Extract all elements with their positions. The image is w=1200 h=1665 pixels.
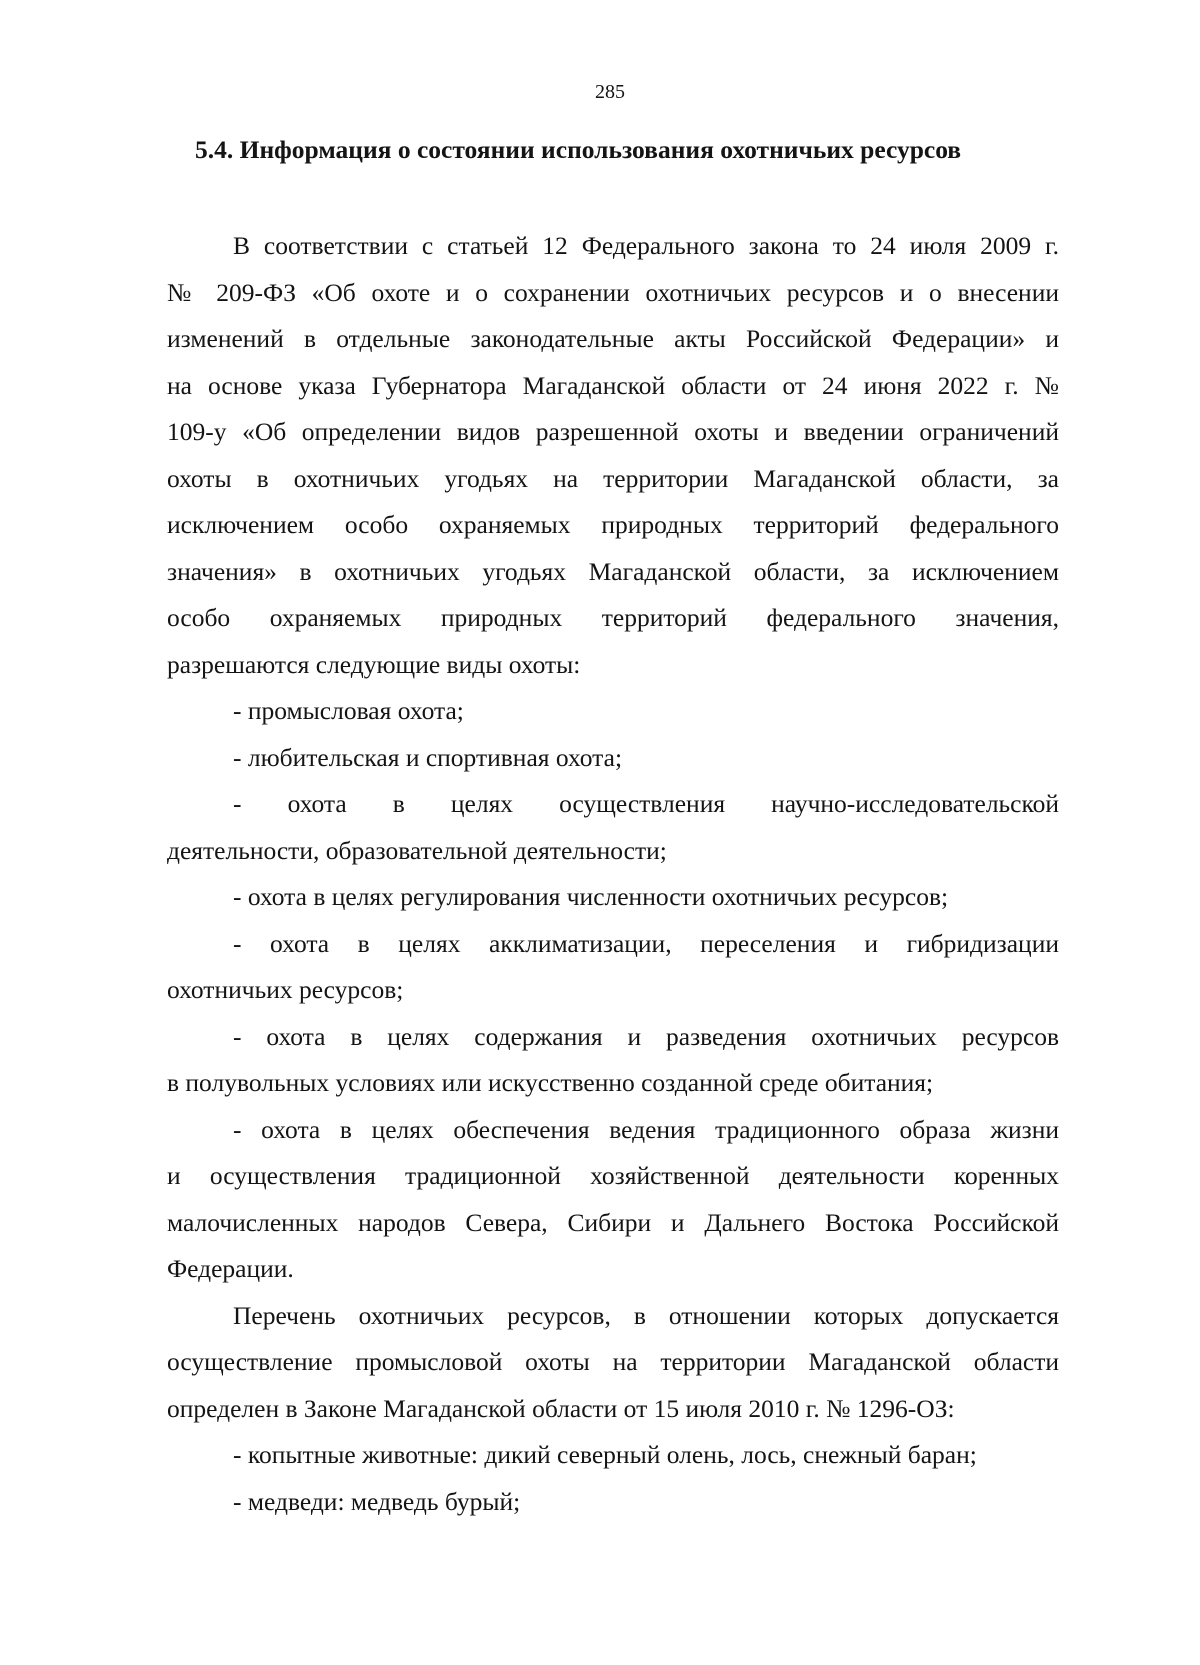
list-item: - охота в целях акклиматизации, переселения и гибридизации (233, 928, 1059, 958)
text-line: особо охраняемых природных территорий федерального значения, (167, 603, 1059, 632)
text-line: значения» в охотничьих угодьях Магаданской области, за исключением (167, 556, 1059, 586)
list-item: - охота в целях регулирования численности охотничьих ресурсов; (233, 882, 949, 911)
list-item-continuation: малочисленных народов Севера, Сибири и Дальнего Востока Российской (167, 1207, 1059, 1237)
list-item-continuation: охотничьих ресурсов; (167, 975, 404, 1004)
document-body (167, 223, 1059, 1525)
text-line: № 209-ФЗ «Об охоте и о сохранении охотничьих ресурсов и о внесении (167, 277, 1059, 307)
text-line: 109-у «Об определении видов разрешенной охоты и введении ограничений (167, 417, 1059, 446)
text-line: исключением особо охраняемых природных территорий федерального (167, 510, 1059, 539)
list-item-continuation: в полувольных условиях или искусственно созданной среде обитания; (167, 1068, 934, 1097)
text-line: определен в Законе Магаданской области от 15 июля 2010 г. № 1296-ОЗ: (167, 1393, 955, 1423)
list-item: - охота в целях содержания и разведения охотничьих ресурсов (233, 1021, 1059, 1051)
text-line: осуществление промысловой охоты на территории Магаданской области (167, 1347, 1059, 1376)
text-line: Перечень охотничьих ресурсов, в отношении которых допускается (233, 1300, 1059, 1330)
list-item-continuation: Федерации. (167, 1254, 294, 1283)
list-item-continuation: и осуществления традиционной хозяйственной деятельности коренных (167, 1161, 1059, 1190)
list-item: - промысловая охота; (233, 696, 464, 725)
section-heading: 5.4. Информация о состоянии использования охотничьих ресурсов (195, 135, 962, 164)
text-line: В соответствии с статьей 12 Федерального закона то 24 июля 2009 г. (233, 231, 1059, 260)
text-line: изменений в отдельные законодательные акты Российской Федерации» и (167, 324, 1059, 353)
list-item: - медведи: медведь бурый; (233, 1486, 521, 1516)
page-number: 285 (595, 81, 625, 103)
text-line: на основе указа Губернатора Магаданской области от 24 июня 2022 г. № (167, 370, 1059, 400)
text-line: разрешаются следующие виды охоты: (167, 649, 581, 679)
text-line: охоты в охотничьих угодьях на территории Магаданской области, за (167, 463, 1059, 493)
list-item: - охота в целях осуществления научно-исследовательской (233, 789, 1059, 818)
list-item: - любительская и спортивная охота; (233, 742, 623, 772)
list-item-continuation: деятельности, образовательной деятельности; (167, 835, 667, 865)
list-item: - копытные животные: дикий северный олень, лось, снежный баран; (233, 1440, 977, 1469)
list-item: - охота в целях обеспечения ведения традиционного образа жизни (233, 1114, 1059, 1144)
